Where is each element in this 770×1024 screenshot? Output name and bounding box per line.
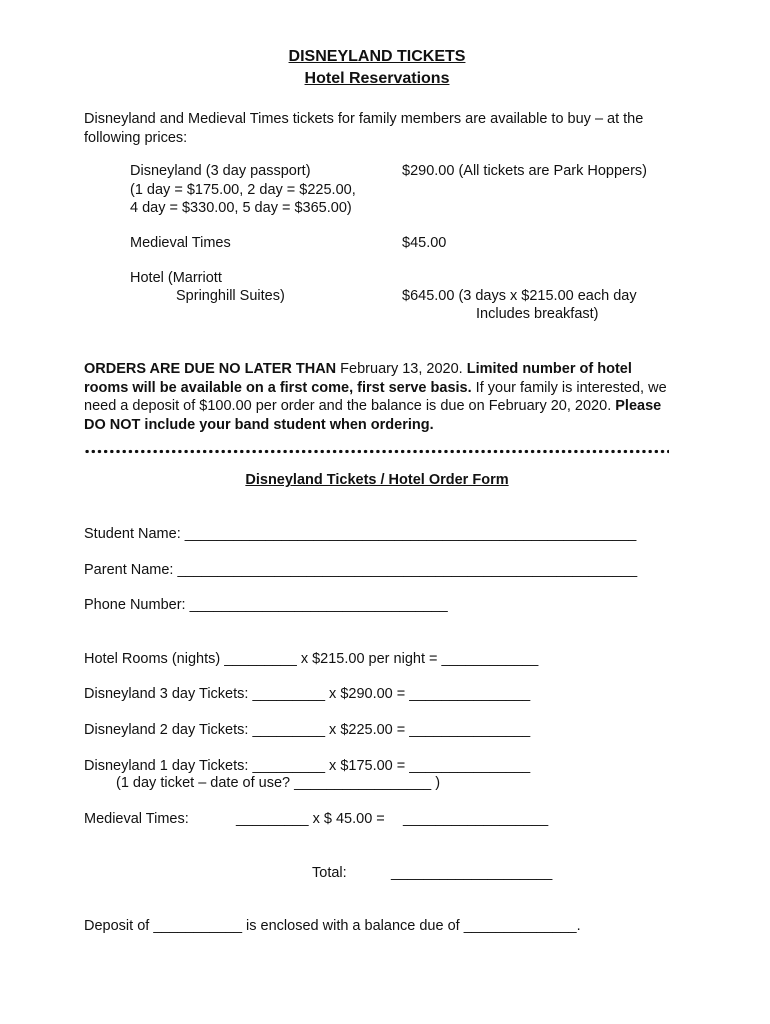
hotel-price-note: Includes breakfast) [476, 306, 599, 322]
total-label: Total: [312, 865, 347, 881]
hotel-price: $645.00 (3 days x $215.00 each day [402, 288, 637, 304]
disney-price: $290.00 (All tickets are Park Hoppers) [402, 163, 647, 179]
disney-detail-1: (1 day = $175.00, 2 day = $225.00, [130, 182, 356, 198]
page-subtitle: Hotel Reservations [304, 70, 450, 87]
phone-number-field[interactable]: Phone Number: ________________________________ [84, 597, 448, 613]
hotel-label-2: Springhill Suites) [176, 288, 285, 304]
medieval-times-total-field[interactable]: __________________ [403, 811, 549, 827]
page-title: DISNEYLAND TICKETS [288, 48, 466, 65]
medieval-label: Medieval Times [130, 235, 231, 251]
medieval-times-qty-field[interactable]: _________ x $ 45.00 = [236, 811, 385, 827]
notice-deadline-date: February 13, 2020. [336, 361, 467, 377]
disneyland-2day-field[interactable]: Disneyland 2 day Tickets: _________ x $225.00 = _______________ [84, 722, 531, 738]
disneyland-3day-field[interactable]: Disneyland 3 day Tickets: _________ x $290.00 = _______________ [84, 686, 531, 702]
hotel-rooms-field[interactable]: Hotel Rooms (nights) _________ x $215.00 per night = ____________ [84, 651, 539, 667]
notice-limited: Limited number of hotel rooms will be available on a first come, first serve basis. [84, 361, 632, 396]
disney-detail-2: 4 day = $330.00, 5 day = $365.00) [130, 200, 352, 216]
total-field[interactable]: ____________________ [391, 865, 553, 881]
parent-name-field[interactable]: Parent Name: _________________________________________________________ [84, 562, 638, 578]
notice-deposit: If your family is interested, we need a deposit of $100.00 per order and the balance is due on February 20, 2020. [84, 379, 667, 414]
medieval-price: $45.00 [402, 235, 447, 251]
dotted-divider [84, 449, 669, 454]
disneyland-1day-date-field[interactable]: (1 day ticket – date of use? _________________ ) [116, 775, 441, 791]
notice-no-student: Please DO NOT include your band student when ordering. [84, 398, 662, 433]
disneyland-1day-field[interactable]: Disneyland 1 day Tickets: _________ x $175.00 = _______________ [84, 758, 531, 774]
disney-label: Disneyland (3 day passport) [130, 163, 311, 179]
orders-notice [84, 360, 674, 434]
student-name-field[interactable]: Student Name: ________________________________________________________ [84, 526, 637, 542]
hotel-label: Hotel (Marriott [130, 270, 222, 286]
form-title: Disneyland Tickets / Hotel Order Form [245, 472, 509, 488]
intro-text: Disneyland and Medieval Times tickets for family members are available to buy – at the following prices: [84, 111, 644, 146]
notice-deadline-label: ORDERS ARE DUE NO LATER THAN [84, 361, 337, 377]
medieval-times-label: Medieval Times: [84, 811, 189, 827]
deposit-field[interactable]: Deposit of ___________ is enclosed with a balance due of ______________. [84, 918, 581, 934]
